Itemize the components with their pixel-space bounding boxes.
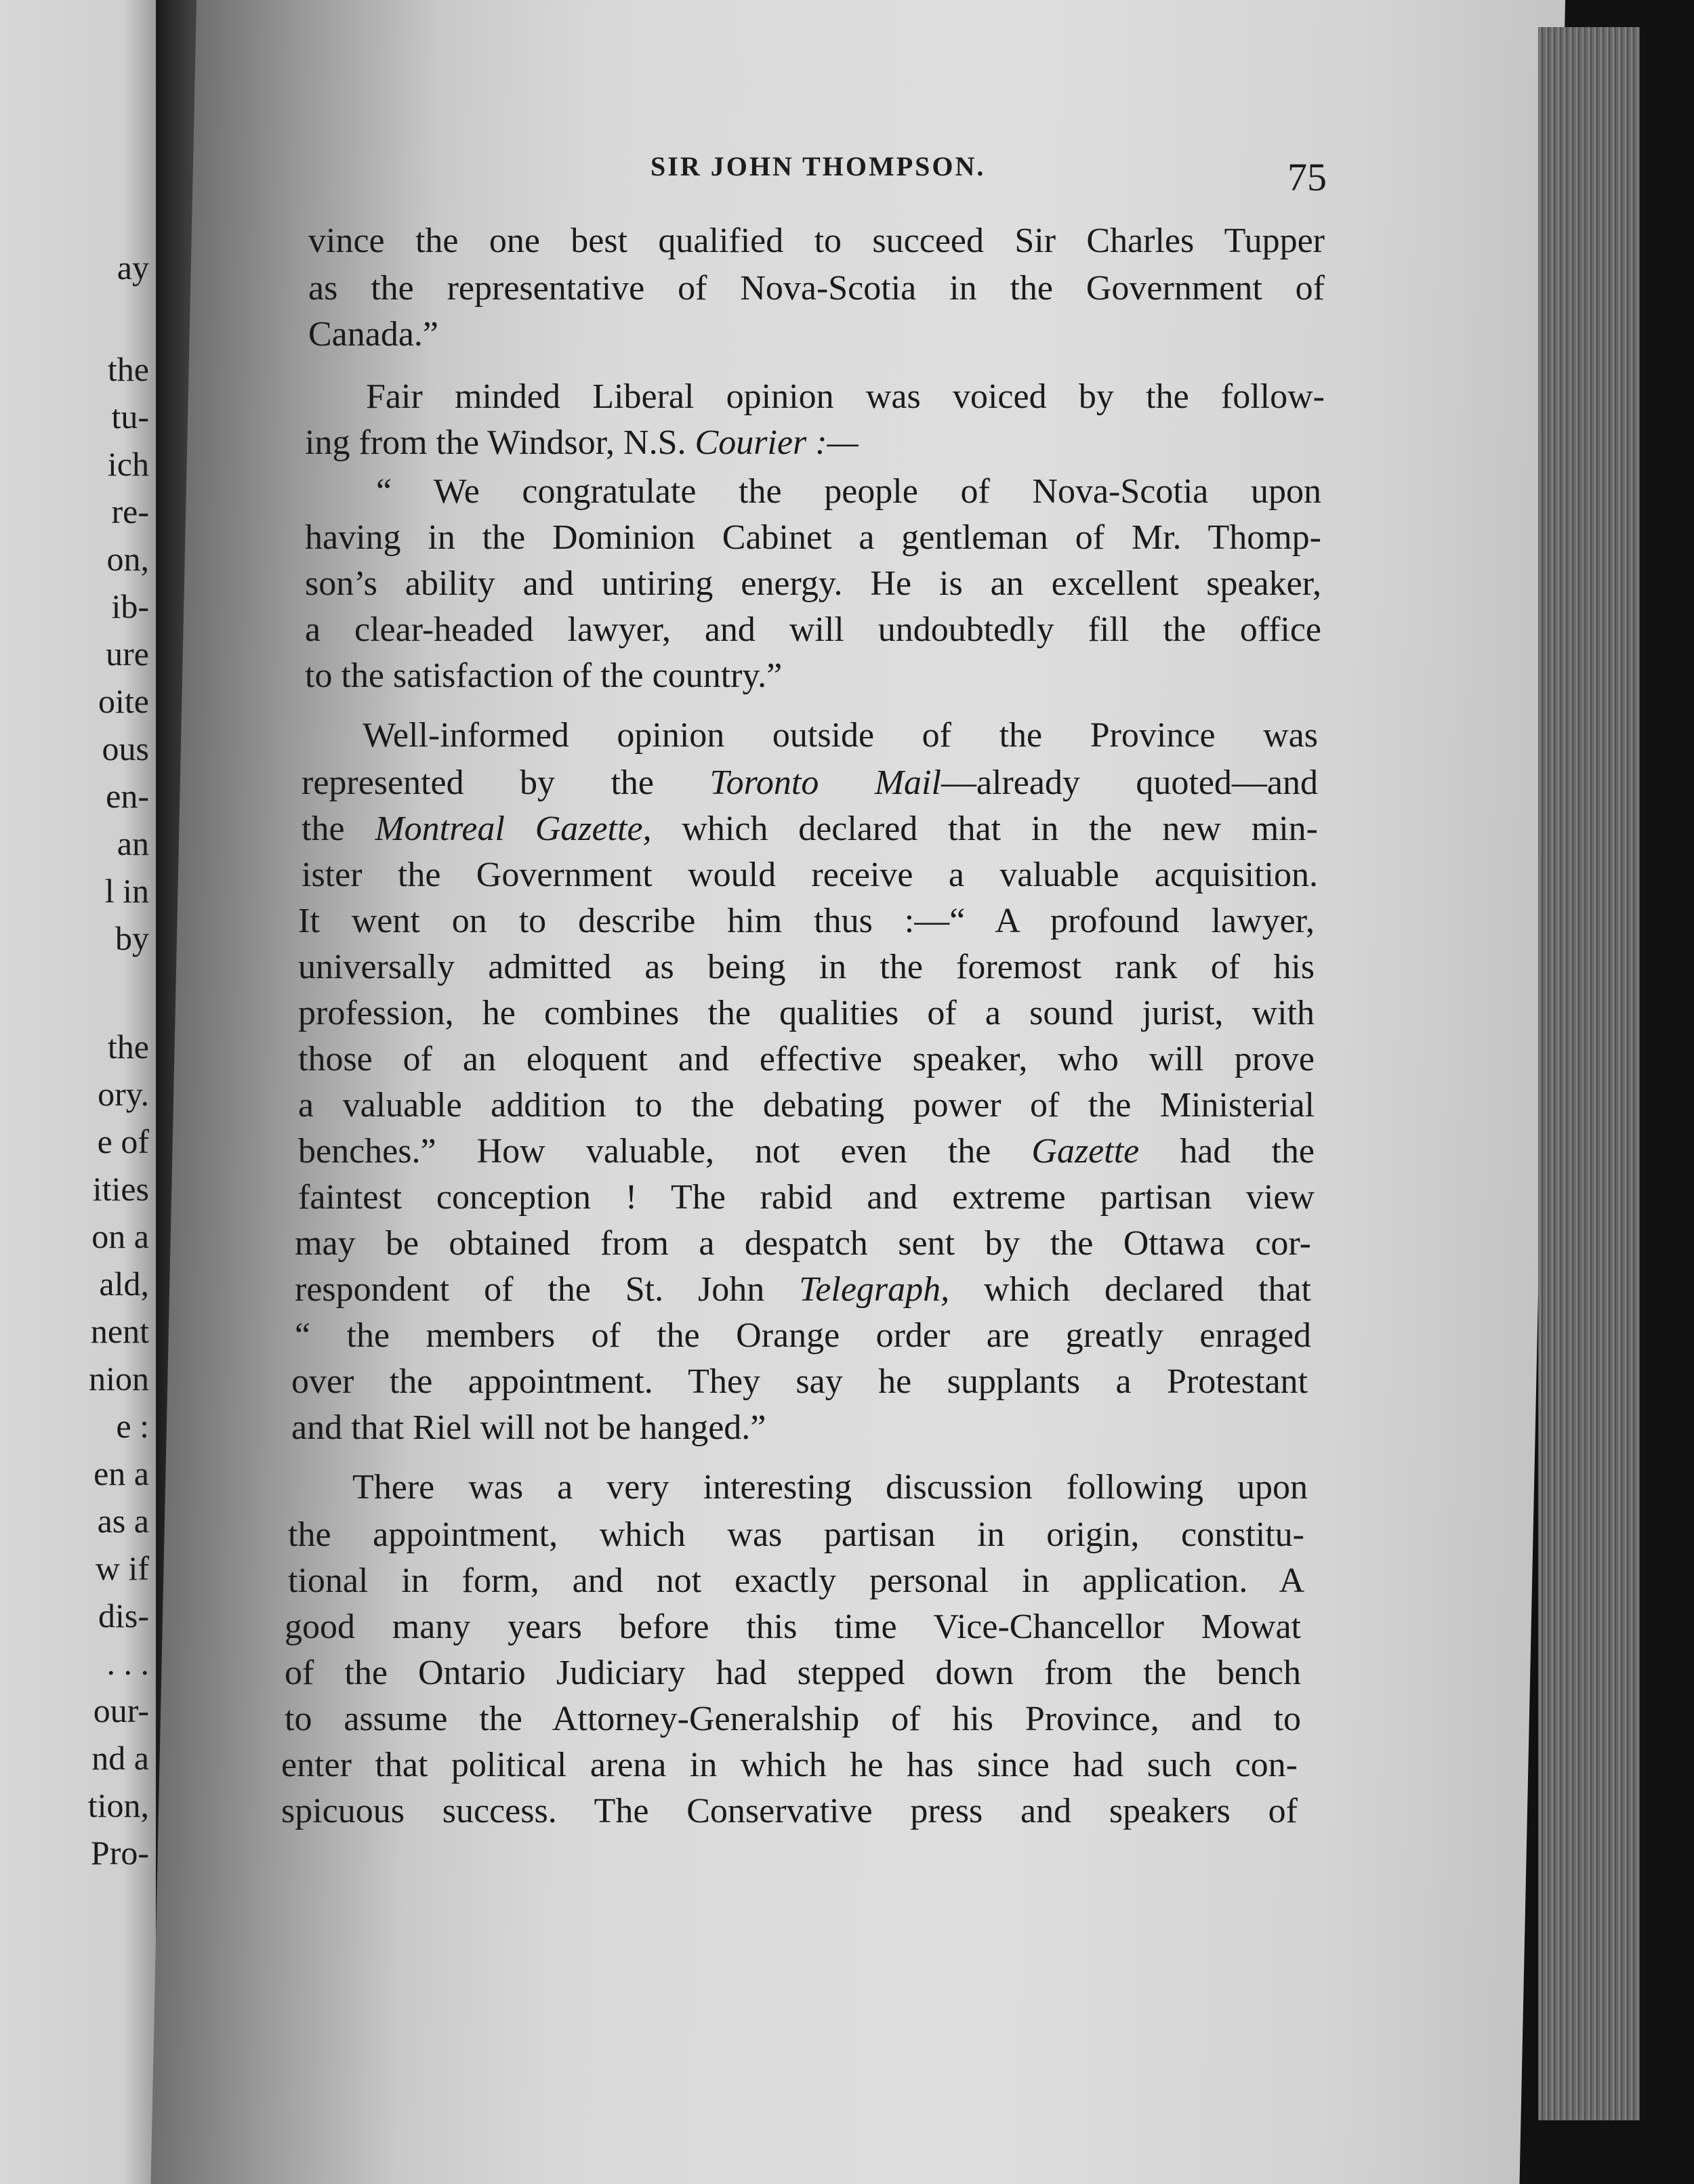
text-line: universally admitted as being in the foremost rank of his xyxy=(298,948,1315,986)
text-line: It went on to describe him thus :—“ A profound lawyer, xyxy=(298,902,1315,940)
left-page-fragment: oite xyxy=(98,682,149,720)
text-line: to assume the Attorney-Generalship of his Province, and to xyxy=(285,1700,1301,1738)
text-line: vince the one best qualified to succeed Sir Charles Tupper xyxy=(308,222,1325,260)
text-line: faintest conception ! The rabid and extreme partisan view xyxy=(298,1178,1315,1217)
text-span: which declared that xyxy=(949,1270,1311,1309)
text-line xyxy=(302,812,1318,847)
left-page-fragment: e of xyxy=(97,1122,149,1160)
text-line: having in the Dominion Cabinet a gentleman of Mr. Thomp- xyxy=(305,518,1321,557)
text-line: profession, he combines the qualities of a sound jurist, with xyxy=(298,994,1315,1032)
left-facing-page xyxy=(0,0,176,2184)
text-line: good many years before this time Vice-Chancellor Mowat xyxy=(285,1608,1301,1646)
left-page-fragment: on a xyxy=(91,1217,149,1255)
text-span: represented by the xyxy=(302,763,710,802)
text-line xyxy=(295,1272,1311,1307)
left-page-fragment: nd a xyxy=(91,1739,149,1777)
left-page-fragment: ald, xyxy=(99,1265,149,1303)
text-line: son’s ability and untiring energy. He is an excellent speaker, xyxy=(305,564,1321,603)
text-line: over the appointment. They say he supplants a Protestant xyxy=(291,1362,1308,1401)
left-page-fragment: ory. xyxy=(98,1075,149,1113)
text-line: “ We congratulate the people of Nova-Scotia upon xyxy=(376,472,1321,511)
text-line: as the representative of Nova-Scotia in the Government of xyxy=(308,269,1325,308)
left-page-fragment: by xyxy=(115,919,149,957)
left-page-fragment: l in xyxy=(104,872,149,910)
text-span: the xyxy=(302,810,375,848)
left-page-fragment: an xyxy=(117,824,149,862)
left-page-fragment: w if xyxy=(95,1549,149,1587)
text-line: those of an eloquent and effective speaker, who will prove xyxy=(298,1040,1315,1078)
text-span: respondent of the St. John xyxy=(295,1270,800,1309)
text-line: a clear-headed lawyer, and will undoubtedly fill the office xyxy=(305,610,1321,649)
text-span: —already quoted—and xyxy=(941,763,1318,802)
left-page-fragment: nion xyxy=(89,1360,149,1398)
left-page-fragment: tu- xyxy=(111,398,149,436)
left-page-fragment: . . . xyxy=(106,1644,149,1682)
text-line: tional in form, and not exactly personal in application. A xyxy=(288,1561,1304,1600)
newspaper-title: Montreal Gazette, xyxy=(375,810,652,848)
newspaper-title: Telegraph, xyxy=(799,1270,950,1309)
left-page-fragment: ay xyxy=(117,249,149,287)
left-page-fragment: e : xyxy=(116,1407,149,1445)
left-page-fragment: on, xyxy=(106,540,149,578)
left-page-fragment: en a xyxy=(94,1454,149,1492)
left-page-fragment: ib- xyxy=(111,587,149,625)
left-page-fragment: tion, xyxy=(87,1786,149,1824)
left-page-fragment: as a xyxy=(97,1502,149,1540)
left-page-fragment: dis- xyxy=(98,1597,149,1635)
text-line: Well-informed opinion outside of the Province was xyxy=(363,716,1318,755)
text-line: may be obtained from a despatch sent by the Ottawa cor- xyxy=(295,1224,1311,1263)
text-line: enter that political arena in which he has since had such con- xyxy=(281,1746,1298,1784)
text-line: Fair minded Liberal opinion was voiced by the follow- xyxy=(366,377,1325,416)
text-line xyxy=(305,425,1321,461)
newspaper-title: Gazette xyxy=(1031,1132,1140,1171)
left-page-fragment: ure xyxy=(106,635,149,673)
text-line: spicuous success. The Conservative press and speakers of xyxy=(281,1792,1298,1830)
text-span: which declared that in the new min- xyxy=(651,810,1318,848)
text-line: “ the members of the Orange order are greatly enraged xyxy=(295,1316,1311,1355)
page-edges xyxy=(1538,27,1640,2120)
text-line: a valuable addition to the debating power of the Ministerial xyxy=(298,1086,1315,1125)
text-line: Canada.” xyxy=(308,315,439,354)
text-line: There was a very interesting discussion following upon xyxy=(352,1468,1308,1507)
page-number: 75 xyxy=(1287,155,1327,199)
left-page-fragment: nent xyxy=(90,1312,149,1350)
text-line: the appointment, which was partisan in origin, constitu- xyxy=(288,1515,1304,1554)
left-page-fragment: our- xyxy=(93,1692,149,1729)
text-line: of the Ontario Judiciary had stepped down from the bench xyxy=(285,1654,1301,1692)
left-page-fragment: ous xyxy=(102,730,149,768)
left-page-fragment: re- xyxy=(111,492,149,530)
text-span: ing from the Windsor, N.S. xyxy=(305,423,695,462)
left-page-fragment: the xyxy=(107,350,149,388)
left-page-fragment: en- xyxy=(106,777,149,815)
newspaper-title: Courier :— xyxy=(695,423,859,462)
text-span: had the xyxy=(1139,1132,1315,1171)
text-span: benches.” How valuable, not even the xyxy=(298,1132,1032,1171)
text-line: to the satisfaction of the country.” xyxy=(305,656,783,695)
left-page-fragment: ities xyxy=(92,1170,149,1208)
text-line xyxy=(298,1134,1315,1169)
newspaper-title: Toronto Mail xyxy=(709,763,941,802)
left-page-fragment: Pro- xyxy=(90,1834,149,1872)
left-page-fragment: ich xyxy=(107,445,149,483)
text-line xyxy=(302,765,1318,801)
running-title: SIR JOHN THOMPSON. xyxy=(650,151,986,182)
text-line: and that Riel will not be hanged.” xyxy=(291,1408,766,1447)
left-page-fragment: the xyxy=(107,1028,149,1066)
text-line: ister the Government would receive a valuable acquisition. xyxy=(302,856,1318,894)
